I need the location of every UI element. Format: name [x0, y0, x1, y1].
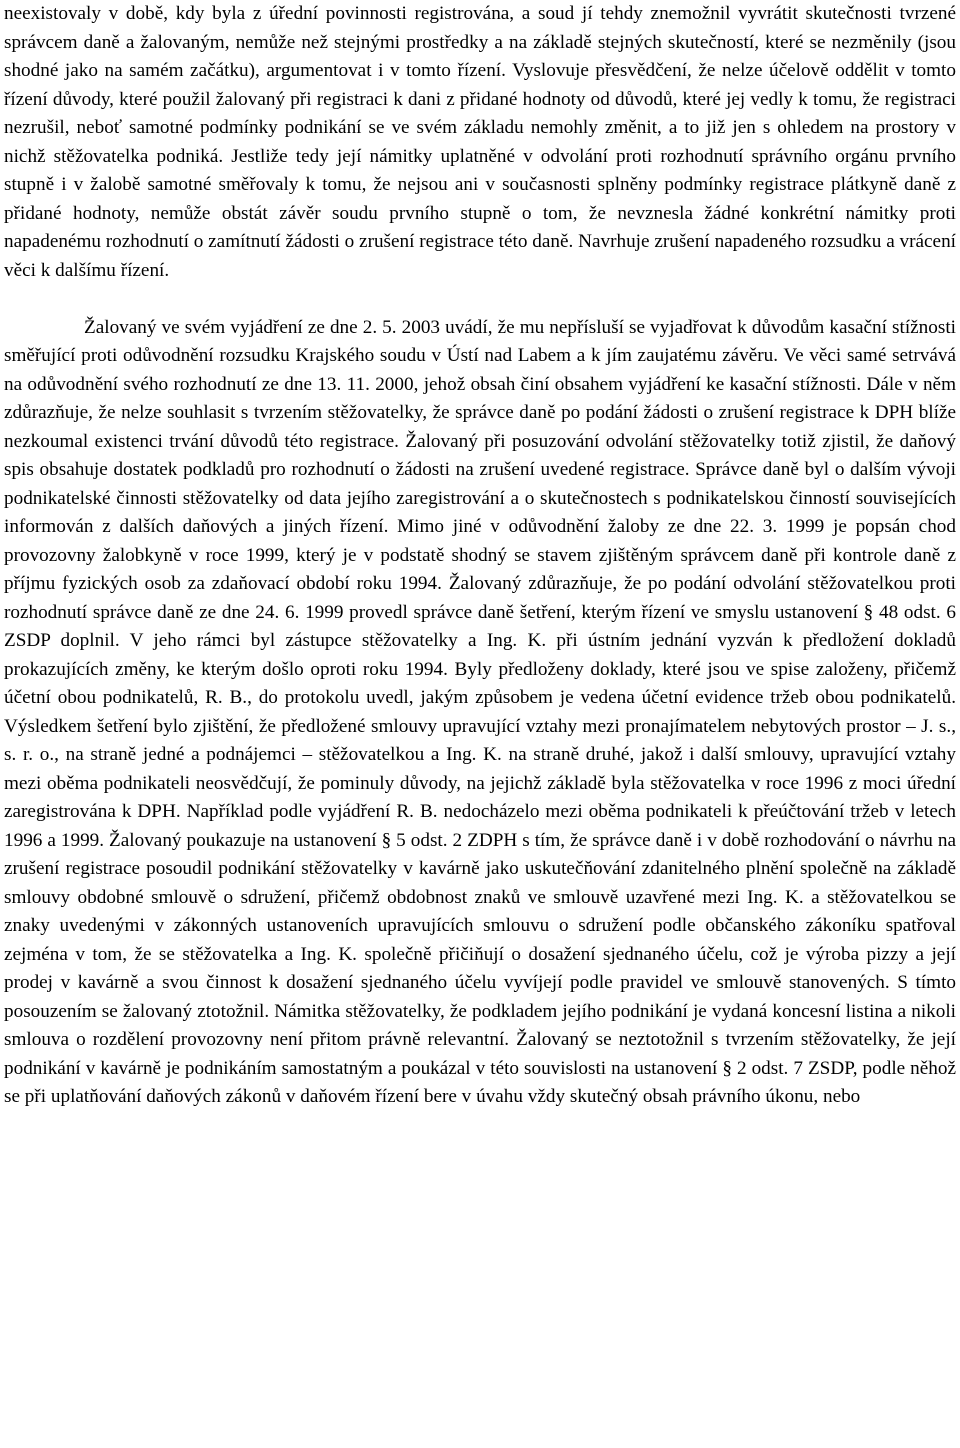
paragraph-defendant-statement: Žalovaný ve svém vyjádření ze dne 2. 5. 2003 uvádí, že mu nepřísluší se vyjadřovat k důvodům kasační stížnosti směřující proti odůvodnění rozsudku Krajského soudu v Ústí nad Labem a k jím zaujatému závěru. Ve věci samé setrvává na odůvodnění svého rozhodnutí ze dne 13. 11. 2000, jehož obsah činí obsahem vyjádření ke kasační stížnosti. Dále v něm zdůrazňuje, že nelze souhlasit s tvrzením stěžovatelky, že správce daně po podání žádosti o zrušení registrace k DPH blíže nezkoumal existenci trvání důvodů této registrace. Žalovaný při posuzování odvolání stěžovatelky totiž zjistil, že daňový spis obsahuje dostatek podkladů pro rozhodnutí o žádosti na zrušení uvedené registrace. Správce daně byl o dalším vývoji podnikatelské činnosti stěžovatelky od data jejího zaregistrování a o skutečnostech s podnikatelskou činností souvisejících informován z dalších daňových a jiných řízení. Mimo jiné v odůvodnění žaloby ze dne 22. 3. 1999 je popsán chod provozovny žalobkyně v roce 1999, který je v podstatě shodný se stavem zjištěným správcem daně při kontrole daně z příjmu fyzických osob za zdaňovací období roku 1994. Žalovaný zdůrazňuje, že po podání odvolání stěžovatelkou proti rozhodnutí správce daně ze dne 24. 6. 1999 provedl správce daně šetření, kterým řízení ve smyslu ustanovení § 48 odst. 6 ZSDP doplnil. V jeho rámci byl zástupce stěžovatelky a Ing. K. při ústním jednání vyzván k předložení dokladů prokazujících změny, ke kterým došlo oproti roku 1994. Byly předloženy doklady, které jsou ve spise založeny, přičemž účetní obou podnikatelů, R. B., do protokolu uvedl, jakým způsobem je vedena účetní evidence tržeb obou podnikatelů. Výsledkem šetření bylo zjištění, že předložené smlouvy upravující vztahy mezi pronajímatelem nebytových prostor – J. s., s. r. o., na straně jedné a podnájemci – stěžovatelkou a Ing. K. na straně druhé, jakož i další smlouvy, upravující vztahy mezi oběma podnikateli neosvědčují, že pominuly důvody, na jejichž základě byla stěžovatelka v roce 1996 z moci úřední zaregistrována k DPH. Například podle vyjádření R. B. nedocházelo mezi oběma podnikateli k přeúčtování tržeb v letech 1996 a 1999. Žalovaný poukazuje na ustanovení § 5 odst. 2 ZDPH s tím, že správce daně i v době rozhodování o návrhu na zrušení registrace posoudil podnikání stěžovatelky v kavárně jako uskutečňování zdanitelného plnění společně na základě smlouvy obdobné smlouvě o sdružení, přičemž obdobnost znaků ve smlouvě uzavřené mezi Ing. K. a stěžovatelkou se znaky uvedenými v zákonných ustanoveních upravujících smlouvu o sdružení podle občanského zákoníku spatřoval zejména v tom, že se stěžovatelka a Ing. K. společně přičiňují o dosažení sjednaného účelu, což je výroba pizzy a její prodej v kavárně a svou činnost k dosažení sjednaného účelu vyvíjejí podle pravidel ve smlouvě stanovených. S tímto posouzením se žalovaný ztotožnil. Námitka stěžovatelky, že podkladem jejího podnikání je vydaná koncesní listina a nikoli smlouva o rozdělení provozovny není přitom právně relevantní. Žalovaný se neztotožnil s tvrzením stěžovatelky, že její podnikání v kavárně je podnikáním samostatným a poukázal v této souvislosti na ustanovení § 2 odst. 7 ZSDP, podle něhož se při uplatňování daňových zákonů v daňovém řízení bere v úvahu vždy skutečný obsah právního úkonu, nebo — [4, 316, 956, 1107]
document-page — [4, 0, 956, 1112]
paragraph-continuation: neexistovaly v době, kdy byla z úřední povinnosti registrována, a soud jí tehdy znemožnil vyvrátit skutečnosti tvrzené správcem daně a žalovaným, nemůže než stejnými prostředky a na základě stejných skutečností, které se nezměnily (jsou shodné jako na samém začátku), argumentovat i v tomto řízení. Vyslovuje přesvědčení, že nelze účelově oddělit v tomto řízení důvody, které použil žalovaný při registraci k dani z přidané hodnoty od důvodů, které jej vedly k tomu, že registraci nezrušil, neboť samotné podmínky podnikání se ve svém základu nemohly změnit, a to již jen s ohledem na prostory v nichž stěžovatelka podniká. Jestliže tedy její námitky uplatněné v odvolání proti rozhodnutí správního orgánu prvního stupně i v žalobě samotné směřovaly k tomu, že nejsou ani v současnosti splněny podmínky registrace plátkyně daně z přidané hodnoty, nemůže obstát závěr soudu prvního stupně o tom, že nevznesla žádné konkrétní námitky proti napadenému rozhodnutí o zamítnutí žádosti o zrušení registrace této daně. Navrhuje zrušení napadeného rozsudku a vrácení věci k dalšímu řízení. — [4, 3, 956, 281]
